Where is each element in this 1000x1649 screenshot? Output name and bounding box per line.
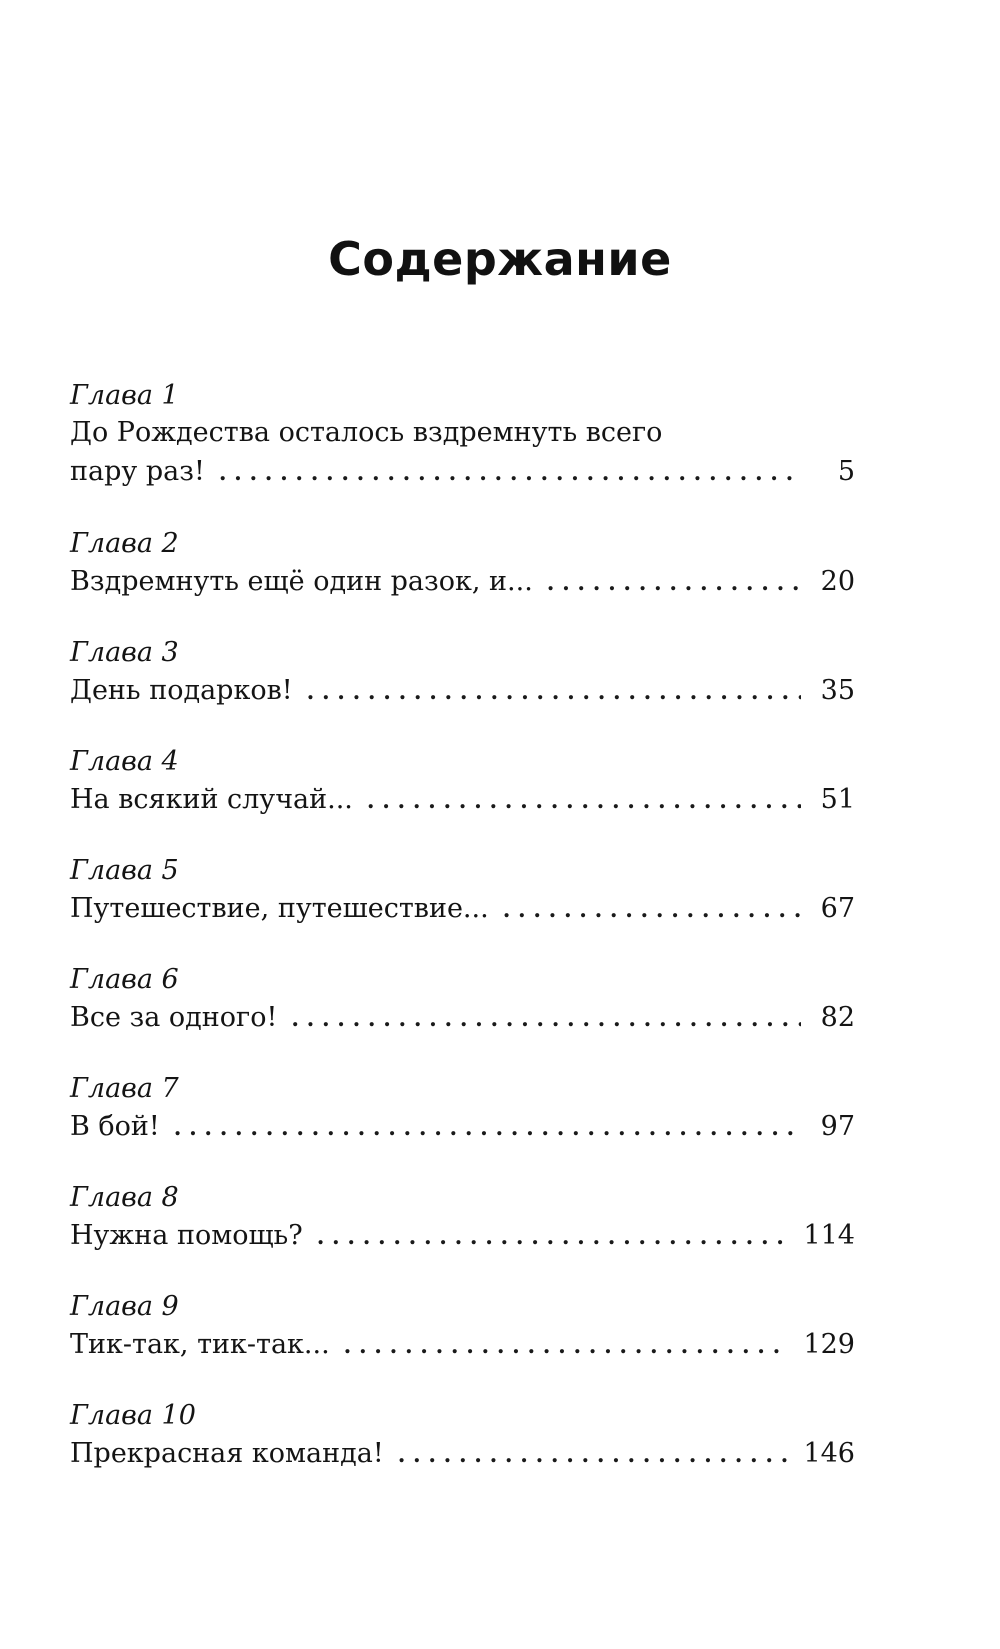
- page-number: 51: [820, 784, 855, 815]
- page-number: 20: [820, 566, 855, 597]
- toc-entry-6: [70, 962, 855, 1071]
- toc-entry-1: [70, 378, 855, 526]
- page-number: 35: [820, 675, 855, 706]
- page-number: 5: [837, 456, 855, 487]
- chapter-title: Вздремнуть ещё один разок, и...: [70, 566, 533, 597]
- chapter-label: Глава 2: [70, 528, 179, 559]
- page-title: Содержание: [328, 232, 672, 286]
- page-number: 82: [820, 1002, 855, 1033]
- toc-row: [70, 452, 855, 492]
- chapter-title: Нужна помощь?: [70, 1220, 303, 1251]
- chapter-label: Глава 4: [70, 746, 179, 777]
- toc-entry-7: [70, 1071, 855, 1180]
- dot-leader: [398, 1435, 790, 1475]
- dot-leader: [307, 672, 801, 712]
- chapter-title-line: До Рождества осталось вздремнуть всего: [70, 417, 663, 448]
- dot-leader: [344, 1326, 790, 1366]
- dot-leader: [367, 781, 801, 821]
- toc-row: [70, 562, 855, 602]
- chapter-label: Глава 1: [70, 380, 179, 411]
- toc-entry-4: [70, 744, 855, 853]
- page-number: 114: [803, 1220, 855, 1251]
- chapter-label: Глава 5: [70, 855, 179, 886]
- toc-entry-5: [70, 853, 855, 962]
- toc-row: [70, 671, 855, 711]
- toc-entry-2: [70, 526, 855, 635]
- chapter-label: Глава 10: [70, 1400, 196, 1431]
- chapter-label: Глава 7: [70, 1073, 179, 1104]
- dot-leader: [219, 453, 801, 493]
- toc-row: [70, 1325, 855, 1365]
- dot-leader: [317, 1217, 790, 1257]
- chapter-title: Все за одного!: [70, 1002, 278, 1033]
- toc-row: [70, 1107, 855, 1147]
- toc-entry-9: [70, 1289, 855, 1398]
- toc-row: [70, 889, 855, 929]
- chapter-title: Путешествие, путешествие...: [70, 893, 489, 924]
- chapter-label: Глава 3: [70, 637, 179, 668]
- chapter-title: День подарков!: [70, 675, 293, 706]
- dot-leader: [291, 999, 801, 1039]
- chapter-title: Тик-так, тик-так...: [70, 1329, 330, 1360]
- toc-entry-3: [70, 635, 855, 744]
- dot-leader: [174, 1108, 801, 1148]
- page-number: 129: [803, 1329, 855, 1360]
- chapter-label: Глава 8: [70, 1182, 179, 1213]
- chapter-label: Глава 9: [70, 1291, 179, 1322]
- dot-leader: [547, 563, 801, 603]
- chapter-title: пару раз!: [70, 456, 205, 487]
- page-number: 67: [820, 893, 855, 924]
- dot-leader: [503, 890, 801, 930]
- chapter-title: В бой!: [70, 1111, 160, 1142]
- page-number: 97: [820, 1111, 855, 1142]
- chapter-title: На всякий случай...: [70, 784, 353, 815]
- toc-entry-8: [70, 1180, 855, 1289]
- toc-row: [70, 998, 855, 1038]
- toc-row: [70, 1216, 855, 1256]
- chapter-title: Прекрасная команда!: [70, 1438, 384, 1469]
- chapter-label: Глава 6: [70, 964, 179, 995]
- toc-entry-10: [70, 1398, 855, 1507]
- table-of-contents: [70, 378, 855, 1507]
- toc-row: [70, 780, 855, 820]
- page-number: 146: [803, 1438, 855, 1469]
- toc-row: [70, 1434, 855, 1474]
